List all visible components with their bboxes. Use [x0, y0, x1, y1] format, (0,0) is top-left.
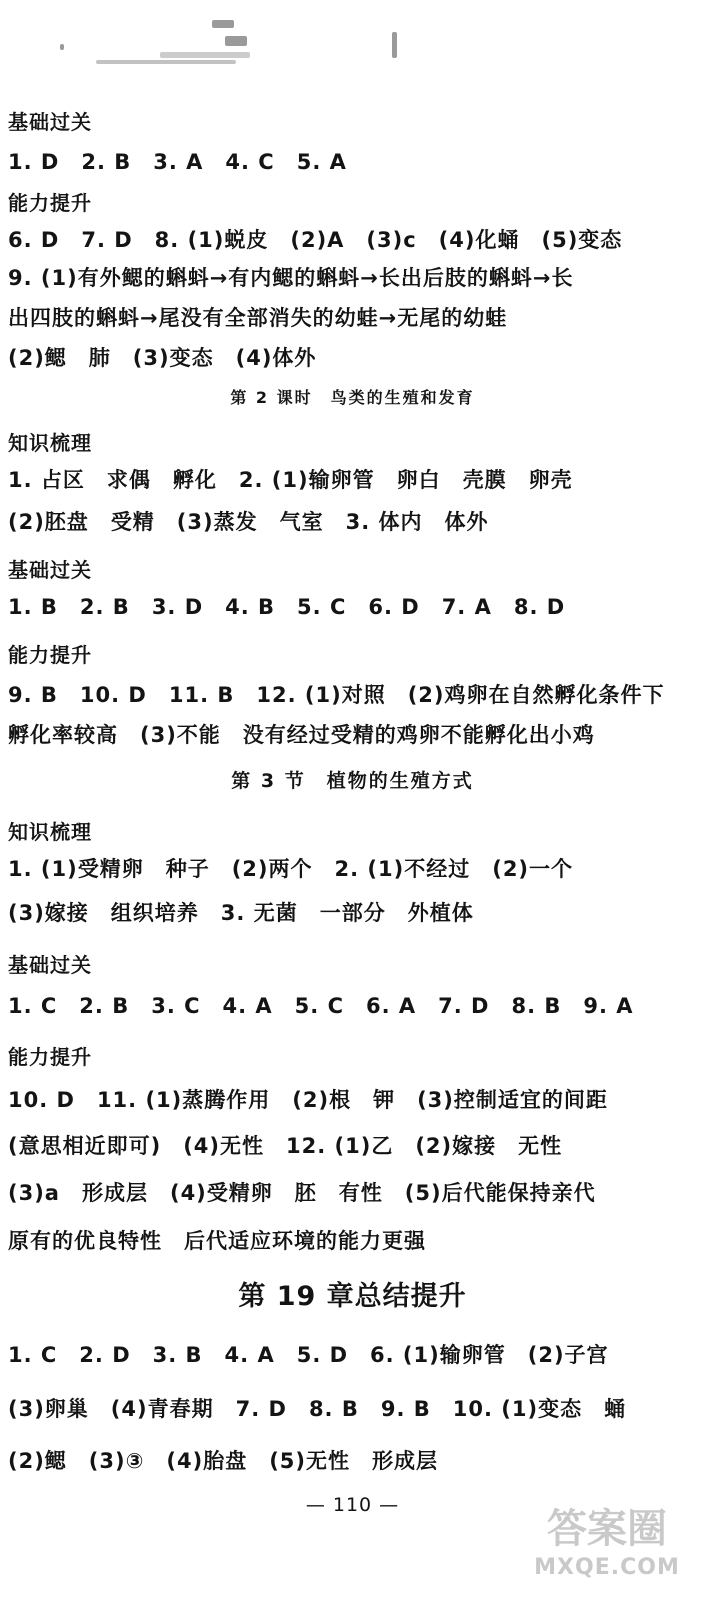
answer-line: (2)鳃 (3)③ (4)胎盘 (5)无性 形成层 — [8, 1449, 439, 1473]
answer-line: 原有的优良特性 后代适应环境的能力更强 — [8, 1229, 426, 1253]
chapter-title: 第 19 章总结提升 — [238, 1281, 467, 1312]
section-heading-basic: 基础过关 — [8, 110, 92, 134]
answer-line: 6. D 7. D 8. (1)蜕皮 (2)A (3)c (4)化蛹 (5)变态 — [8, 228, 623, 252]
answer-line: (2)鳃 肺 (3)变态 (4)体外 — [8, 346, 317, 370]
header-smudge — [225, 36, 247, 46]
answer-line: 1. C 2. D 3. B 4. A 5. D 6. (1)输卵管 (2)子宫 — [8, 1343, 609, 1367]
header-smudge — [96, 60, 236, 64]
answer-line: (2)胚盘 受精 (3)蒸发 气室 3. 体内 体外 — [8, 510, 489, 534]
page-number: — 110 — — [305, 1494, 400, 1516]
watermark-domain: MXQE.COM — [534, 1555, 680, 1580]
answer-line: 出四肢的蝌蚪→尾没有全部消失的幼蛙→无尾的幼蛙 — [8, 306, 508, 330]
answer-line: (意思相近即可) (4)无性 12. (1)乙 (2)嫁接 无性 — [8, 1134, 563, 1158]
section-heading-ability: 能力提升 — [8, 643, 92, 667]
answer-line: 9. (1)有外鳃的蝌蚪→有内鳃的蝌蚪→长出后肢的蝌蚪→长 — [8, 266, 574, 290]
lesson-title: 第 2 课时 鸟类的生殖和发育 — [230, 388, 475, 407]
watermark-logo — [517, 1505, 697, 1593]
watermark-text: 答案圈 — [547, 1506, 667, 1552]
answer-line: 1. C 2. B 3. C 4. A 5. C 6. A 7. D 8. B 9. A — [8, 994, 634, 1018]
answer-line: 9. B 10. D 11. B 12. (1)对照 (2)鸡卵在自然孵化条件下 — [8, 683, 665, 707]
answer-line: 1. D 2. B 3. A 4. C 5. A — [8, 150, 347, 174]
answer-line: (3)卵巢 (4)青春期 7. D 8. B 9. B 10. (1)变态 蛹 — [8, 1397, 627, 1421]
section-title: 第 3 节 植物的生殖方式 — [231, 770, 474, 792]
header-smudge — [392, 32, 397, 58]
answer-line: (3)a 形成层 (4)受精卵 胚 有性 (5)后代能保持亲代 — [8, 1181, 596, 1205]
header-smudge — [160, 52, 250, 58]
answer-line: 10. D 11. (1)蒸腾作用 (2)根 钾 (3)控制适宜的间距 — [8, 1088, 608, 1112]
section-heading-ability: 能力提升 — [8, 1045, 92, 1069]
answer-line: 1. B 2. B 3. D 4. B 5. C 6. D 7. A 8. D — [8, 595, 566, 619]
answer-line: 1. (1)受精卵 种子 (2)两个 2. (1)不经过 (2)一个 — [8, 857, 574, 881]
header-smudge — [212, 20, 234, 28]
section-heading-basic: 基础过关 — [8, 558, 92, 582]
answer-line: 孵化率较高 (3)不能 没有经过受精的鸡卵不能孵化出小鸡 — [8, 723, 595, 747]
section-heading-knowledge: 知识梳理 — [8, 431, 92, 455]
answer-line: 1. 占区 求偶 孵化 2. (1)输卵管 卵白 壳膜 卵壳 — [8, 468, 573, 492]
section-heading-ability: 能力提升 — [8, 191, 92, 215]
answer-line: (3)嫁接 组织培养 3. 无菌 一部分 外植体 — [8, 901, 474, 925]
section-heading-knowledge: 知识梳理 — [8, 820, 92, 844]
section-heading-basic: 基础过关 — [8, 953, 92, 977]
header-smudge — [60, 44, 64, 50]
